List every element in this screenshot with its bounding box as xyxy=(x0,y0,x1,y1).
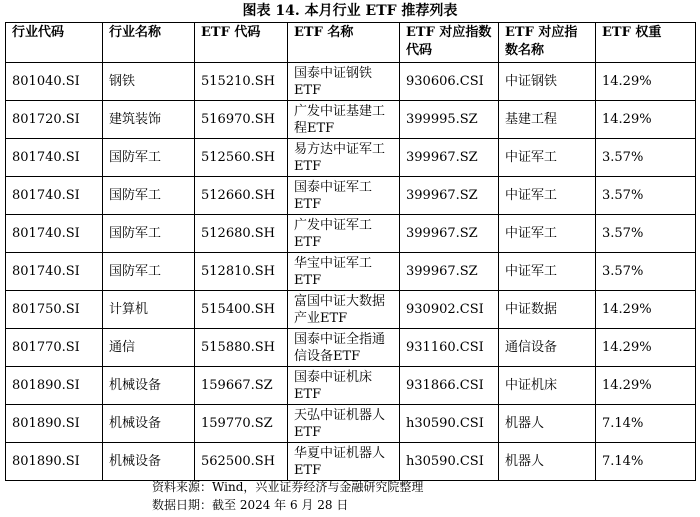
industry-code-cell: 801040.SI xyxy=(6,63,103,101)
etf-weight-cell: 3.57% xyxy=(596,215,696,253)
table-row xyxy=(6,329,696,367)
header-industry-code: 行业代码 xyxy=(6,23,103,63)
source-note: 资料来源：Wind，兴业证券经济与金融研究院整理 xyxy=(152,480,424,494)
industry-code-cell: 801890.SI xyxy=(6,405,103,443)
header-etf-name: ETF 名称 xyxy=(288,23,400,63)
index-code-cell: 399995.SZ xyxy=(400,101,499,139)
etf-name-cell: 国泰中证全指通信设备ETF xyxy=(288,329,400,367)
index-name-cell: 通信设备 xyxy=(499,329,596,367)
table-row xyxy=(6,63,696,101)
industry-code-cell: 801750.SI xyxy=(6,291,103,329)
etf-weight-cell: 3.57% xyxy=(596,177,696,215)
index-name-cell: 基建工程 xyxy=(499,101,596,139)
industry-code-cell: 801740.SI xyxy=(6,139,103,177)
etf-code-cell: 159667.SZ xyxy=(195,367,288,405)
index-name-cell: 机器人 xyxy=(499,443,596,481)
header-etf-code: ETF 代码 xyxy=(195,23,288,63)
index-code-cell: h30590.CSI xyxy=(400,405,499,443)
header-etf-weight: ETF 权重 xyxy=(596,23,696,63)
index-code-cell: 399967.SZ xyxy=(400,253,499,291)
industry-code-cell: 801740.SI xyxy=(6,177,103,215)
index-name-cell: 机器人 xyxy=(499,405,596,443)
etf-code-cell: 515400.SH xyxy=(195,291,288,329)
industry-name-cell: 国防军工 xyxy=(103,139,195,177)
etf-name-cell: 国泰中证军工ETF xyxy=(288,177,400,215)
industry-name-cell: 国防军工 xyxy=(103,177,195,215)
industry-code-cell: 801890.SI xyxy=(6,443,103,481)
etf-weight-cell: 3.57% xyxy=(596,253,696,291)
etf-code-cell: 512560.SH xyxy=(195,139,288,177)
header-industry-name: 行业名称 xyxy=(103,23,195,63)
index-name-cell: 中证数据 xyxy=(499,291,596,329)
etf-weight-cell: 14.29% xyxy=(596,291,696,329)
index-code-cell: 931160.CSI xyxy=(400,329,499,367)
etf-weight-cell: 7.14% xyxy=(596,405,696,443)
etf-name-cell: 广发中证军工ETF xyxy=(288,215,400,253)
table-row xyxy=(6,367,696,405)
industry-name-cell: 建筑装饰 xyxy=(103,101,195,139)
etf-weight-cell: 7.14% xyxy=(596,443,696,481)
index-code-cell: 399967.SZ xyxy=(400,215,499,253)
etf-code-cell: 515880.SH xyxy=(195,329,288,367)
etf-name-cell: 易方达中证军工ETF xyxy=(288,139,400,177)
table-body xyxy=(6,63,696,481)
header-index-name: ETF 对应指数名称 xyxy=(499,23,596,63)
etf-weight-cell: 3.57% xyxy=(596,139,696,177)
etf-weight-cell: 14.29% xyxy=(596,367,696,405)
etf-recommendation-table xyxy=(5,22,696,481)
index-name-cell: 中证机床 xyxy=(499,367,596,405)
etf-code-cell: 516970.SH xyxy=(195,101,288,139)
etf-weight-cell: 14.29% xyxy=(596,329,696,367)
etf-name-cell: 国泰中证机床ETF xyxy=(288,367,400,405)
industry-name-cell: 国防军工 xyxy=(103,215,195,253)
industry-name-cell: 机械设备 xyxy=(103,443,195,481)
etf-name-cell: 华宝中证军工ETF xyxy=(288,253,400,291)
index-code-cell: 931866.CSI xyxy=(400,367,499,405)
etf-code-cell: 159770.SZ xyxy=(195,405,288,443)
industry-code-cell: 801740.SI xyxy=(6,253,103,291)
industry-code-cell: 801770.SI xyxy=(6,329,103,367)
industry-name-cell: 机械设备 xyxy=(103,367,195,405)
table-footer xyxy=(152,478,423,514)
etf-name-cell: 天弘中证机器人ETF xyxy=(288,405,400,443)
etf-weight-cell: 14.29% xyxy=(596,63,696,101)
table-row xyxy=(6,215,696,253)
index-code-cell: 930606.CSI xyxy=(400,63,499,101)
etf-code-cell: 512660.SH xyxy=(195,177,288,215)
table-header-row xyxy=(6,23,696,63)
etf-name-cell: 华夏中证机器人ETF xyxy=(288,443,400,481)
etf-code-cell: 512810.SH xyxy=(195,253,288,291)
industry-name-cell: 钢铁 xyxy=(103,63,195,101)
etf-name-cell: 广发中证基建工程ETF xyxy=(288,101,400,139)
industry-code-cell: 801890.SI xyxy=(6,367,103,405)
etf-code-cell: 512680.SH xyxy=(195,215,288,253)
figure-title: 图表 14. 本月行业 ETF 推荐列表 xyxy=(242,3,458,19)
index-name-cell: 中证军工 xyxy=(499,253,596,291)
table-row xyxy=(6,139,696,177)
etf-name-cell: 国泰中证钢铁ETF xyxy=(288,63,400,101)
industry-code-cell: 801740.SI xyxy=(6,215,103,253)
industry-name-cell: 计算机 xyxy=(103,291,195,329)
table-row xyxy=(6,253,696,291)
etf-code-cell: 515210.SH xyxy=(195,63,288,101)
etf-name-cell: 富国中证大数据产业ETF xyxy=(288,291,400,329)
industry-name-cell: 通信 xyxy=(103,329,195,367)
index-code-cell: 930902.CSI xyxy=(400,291,499,329)
data-date-note: 数据日期：截至 2024 年 6 月 28 日 xyxy=(152,498,349,512)
table-row xyxy=(6,291,696,329)
index-code-cell: 399967.SZ xyxy=(400,177,499,215)
industry-code-cell: 801720.SI xyxy=(6,101,103,139)
index-name-cell: 中证军工 xyxy=(499,139,596,177)
index-code-cell: 399967.SZ xyxy=(400,139,499,177)
industry-name-cell: 机械设备 xyxy=(103,405,195,443)
table-row xyxy=(6,443,696,481)
index-name-cell: 中证钢铁 xyxy=(499,63,596,101)
etf-code-cell: 562500.SH xyxy=(195,443,288,481)
index-name-cell: 中证军工 xyxy=(499,215,596,253)
etf-weight-cell: 14.29% xyxy=(596,101,696,139)
index-code-cell: h30590.CSI xyxy=(400,443,499,481)
industry-name-cell: 国防军工 xyxy=(103,253,195,291)
index-name-cell: 中证军工 xyxy=(499,177,596,215)
header-index-code: ETF 对应指数代码 xyxy=(400,23,499,63)
table-row xyxy=(6,405,696,443)
table-row xyxy=(6,177,696,215)
table-row xyxy=(6,101,696,139)
